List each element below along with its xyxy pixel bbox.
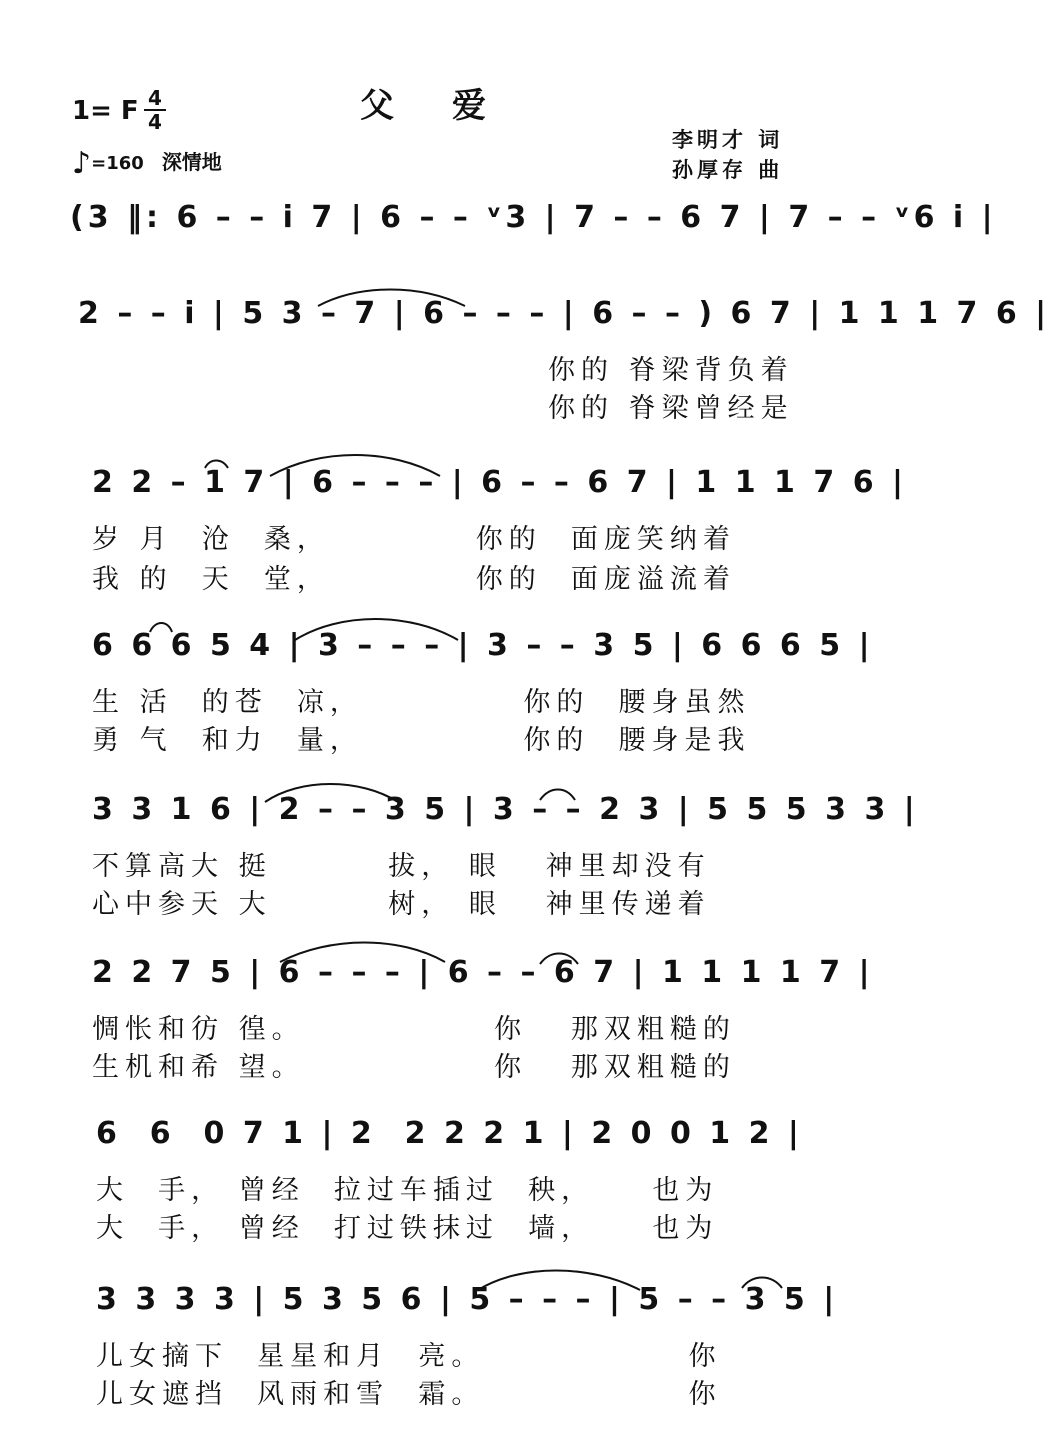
lyric-verse-1: 惆怅和彷 徨。 你 那双粗糙的 bbox=[92, 1014, 736, 1045]
tie-arc bbox=[295, 619, 458, 640]
time-denominator: 4 bbox=[148, 110, 162, 134]
tie-arc bbox=[318, 290, 465, 307]
notation-row: 6 6 6 5 4 | 3 – – – | 3 – – 3 5 | 6 6 6 5 | bbox=[92, 628, 874, 663]
lyric-verse-2: 心中参天 大 树， 眼 神里传递着 bbox=[92, 889, 711, 920]
notation-row: 3 3 3 3 | 5 3 5 6 | 5 – – – | 5 – – 3 5 | bbox=[96, 1282, 839, 1317]
lyric-verse-1: 岁 月 沧 桑， 你的 面庞笑纳着 bbox=[92, 524, 736, 555]
lyric-verse-1: 你的 脊梁背负着 bbox=[548, 355, 794, 386]
notation-row: 3 3 1 6 | 2 – – 3 5 | 3 – – 2 3 | 5 5 5 3 3 | bbox=[92, 792, 919, 827]
lyricist-credit: 李明才 词 bbox=[672, 127, 784, 152]
notation-row: 2 2 7 5 | 6 – – – | 6 – – 6 7 | 1 1 1 1 7 | bbox=[92, 955, 874, 990]
tempo-value: =160 bbox=[91, 153, 144, 174]
lyric-verse-1: 儿女摘下 星星和月 亮。 你 bbox=[96, 1341, 722, 1372]
lyric-verse-1: 不算高大 挺 拔， 眼 神里却没有 bbox=[92, 851, 711, 882]
lyric-verse-2: 生机和希 望。 你 那双粗糙的 bbox=[92, 1052, 736, 1083]
composer-credit: 孙厚存 曲 bbox=[672, 157, 784, 182]
notation-row: 2 2 – 1 7 | 6 – – – | 6 – – 6 7 | 1 1 1 7 6 | bbox=[92, 465, 907, 500]
slur-arc bbox=[540, 790, 575, 801]
lyric-verse-1: 大 手， 曾经 拉过车插过 秧， 也为 bbox=[96, 1175, 719, 1206]
song-title: 父爱 bbox=[360, 86, 544, 126]
slur-arc bbox=[540, 954, 578, 965]
notation-row: 6 6 0 7 1 | 2 2 2 2 1 | 2 0 0 1 2 | bbox=[96, 1116, 803, 1151]
lyric-verse-1: 生 活 的苍 凉， 你的 腰身虽然 bbox=[92, 687, 751, 718]
lyric-verse-2: 我 的 天 堂， 你的 面庞溢流着 bbox=[92, 564, 736, 595]
time-numerator: 4 bbox=[148, 86, 162, 110]
slur-arc bbox=[205, 461, 228, 469]
lyric-verse-2: 大 手， 曾经 打过铁抹过 墙， 也为 bbox=[96, 1213, 719, 1244]
notation-row: (3 ‖: 6 – – i 7 | 6 – – ᵛ3 | 7 – – 6 7 | 7 – – ᵛ6 i | bbox=[70, 200, 997, 235]
tie-arc bbox=[270, 455, 440, 476]
eighth-note-icon: ♪ bbox=[72, 146, 92, 181]
slur-arc bbox=[742, 1278, 782, 1289]
tie-arc bbox=[265, 784, 398, 802]
lyric-verse-2: 儿女遮挡 风雨和雪 霜。 你 bbox=[96, 1379, 722, 1410]
lyric-verse-2: 你的 脊梁曾经是 bbox=[548, 393, 794, 424]
key-signature: 1= F bbox=[72, 96, 139, 126]
tie-arc bbox=[280, 943, 445, 963]
tie-arc bbox=[478, 1271, 640, 1291]
notation-row: 2 – – i | 5 3 – 7 | 6 – – – | 6 – – ) 6 7 | 1 1 1 7 6 | bbox=[78, 296, 1050, 331]
slur-arc bbox=[150, 623, 172, 632]
lyric-verse-2: 勇 气 和力 量， 你的 腰身是我 bbox=[92, 725, 751, 756]
expression-marking: 深情地 bbox=[161, 150, 222, 174]
